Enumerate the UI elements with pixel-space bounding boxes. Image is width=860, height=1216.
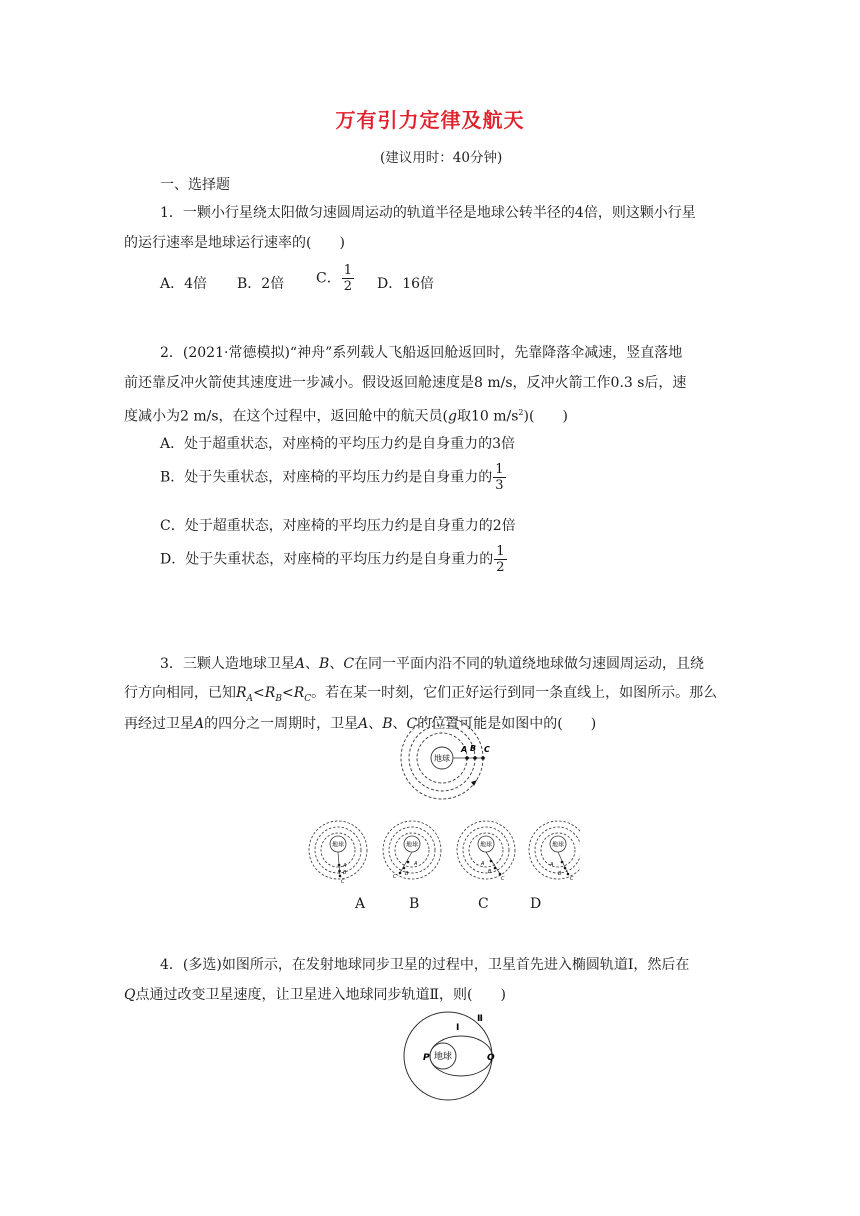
q4-text: 点通过改变卫星速度，让卫星进入地球同步轨道Ⅱ，则( ) xyxy=(135,987,506,1003)
point-q: Q xyxy=(124,987,136,1003)
q1-option-a: A．4倍 xyxy=(160,276,208,292)
q3-choice-label-a: A xyxy=(355,896,366,912)
subscript: C xyxy=(304,693,312,704)
choice-b-diagram xyxy=(383,821,441,880)
choice-d-diagram xyxy=(529,821,580,882)
fraction-denominator: 2 xyxy=(343,279,352,294)
page-title: 万有引力定律及航天 xyxy=(335,108,525,132)
label-c: C xyxy=(484,745,490,754)
q3-choice-label-c: C xyxy=(478,896,489,912)
q3-orbit-diagram xyxy=(370,712,510,812)
radius-symbol: R xyxy=(293,685,305,701)
q3-text: 的四分之一周期时，卫星 xyxy=(204,716,359,732)
fraction-numerator: 1 xyxy=(343,263,352,278)
q2-option-b xyxy=(160,462,506,493)
separator: 、 xyxy=(392,716,407,732)
q1-option-d: D．16倍 xyxy=(377,276,435,292)
q4-line1: 4．(多选)如图所示，在发射地球同步卫星的过程中，卫星首先进入椭圆轨道Ⅰ，然后在 xyxy=(160,957,690,973)
label-b: B xyxy=(470,744,477,753)
satellite-c: C xyxy=(406,716,418,732)
fraction-denominator: 2 xyxy=(496,560,505,575)
subscript: B xyxy=(275,693,282,704)
exponent: 2 xyxy=(518,408,524,417)
q1-option-b: B．2倍 xyxy=(237,276,285,292)
q3-text: 在同一平面内沿不同的轨道绕地球做匀速圆周运动，且绕 xyxy=(354,656,705,672)
satellite-b-dot xyxy=(473,756,477,760)
label-b: B xyxy=(343,870,347,876)
q3-text: 行方向相同，已知 xyxy=(124,685,236,701)
q3-text: 再经过卫星 xyxy=(124,716,194,732)
q1-option-c xyxy=(316,263,354,294)
q2-line3-end: )( ) xyxy=(523,408,568,425)
less-than: < xyxy=(281,685,294,701)
label-p: P xyxy=(423,1053,430,1063)
earth-label: 地球 xyxy=(331,841,345,849)
label-b: B xyxy=(488,869,492,875)
earth-label: 地球 xyxy=(551,841,565,849)
subscript: A xyxy=(246,693,254,704)
label-a: A xyxy=(414,861,418,867)
q3-choice-label-b: B xyxy=(409,896,420,912)
label-c: C xyxy=(341,879,345,885)
fraction xyxy=(494,544,506,575)
q3-text: 3．三颗人造地球卫星 xyxy=(160,656,295,672)
earth-label: 地球 xyxy=(434,754,450,763)
q3-text: 。若在某一时刻，它们正好运行到同一条直线上，如图所示。那么 xyxy=(311,685,718,701)
q3-line3 xyxy=(124,714,596,734)
q2-option-d-text: D．处于失重状态，对座椅的平均压力约是自身重力的 xyxy=(160,551,494,568)
label-orbit-i: Ⅰ xyxy=(456,1023,460,1033)
q3-text: 的位置可能是如图中的( ) xyxy=(417,716,597,732)
satellite-c: C xyxy=(343,656,355,672)
q2-option-c: C．处于超重状态，对座椅的平均压力约是自身重力的2倍 xyxy=(160,518,516,534)
satellite-b: B xyxy=(319,656,330,672)
page-subtitle: (建议用时：40分钟) xyxy=(380,150,503,166)
q1-line1: 1．一颗小行星绕太阳做匀速圆周运动的轨道半径是地球公转半径的4倍，则这颗小行星 xyxy=(160,205,696,221)
earth-label: 地球 xyxy=(433,1052,453,1062)
q2-line2: 前还靠反冲火箭使其速度进一步减小。假设返回舱速度是8 m/s，反冲火箭工作0.3 s后，速 xyxy=(124,375,687,391)
satellite-a: A xyxy=(294,656,306,672)
q1-option-c-label: C． xyxy=(316,270,341,287)
label-b: B xyxy=(405,871,409,877)
q4-orbit-diagram xyxy=(390,1008,510,1103)
label-c: C xyxy=(501,876,505,882)
q2-line3-unit: 取10 m/s xyxy=(456,408,519,425)
choice-a-diagram xyxy=(309,821,367,885)
label-c: C xyxy=(570,876,574,882)
section-heading: 一、选择题 xyxy=(160,177,230,193)
direction-arrow-icon xyxy=(471,780,477,786)
q1-line2: 的运行速率是地球运行速率的( ) xyxy=(124,235,345,251)
radius-symbol: R xyxy=(264,685,276,701)
less-than: < xyxy=(253,685,265,701)
choice-c-diagram xyxy=(457,821,515,882)
separator: 、 xyxy=(305,656,320,672)
fraction-denominator: 3 xyxy=(495,478,504,493)
fraction xyxy=(342,263,354,294)
symbol-g: g xyxy=(448,408,457,425)
label-a: A xyxy=(550,862,554,868)
label-c: C xyxy=(393,874,397,880)
label-orbit-ii: Ⅱ xyxy=(477,1014,483,1024)
q3-choice-label-d: D xyxy=(530,896,542,912)
satellite-b: B xyxy=(382,716,393,732)
q2-option-a: A．处于超重状态，对座椅的平均压力约是自身重力的3倍 xyxy=(160,436,516,452)
satellite-a: A xyxy=(358,716,369,732)
satellite-c-dot xyxy=(481,756,485,760)
separator: 、 xyxy=(329,656,344,672)
q4-line2 xyxy=(124,985,506,1005)
label-a: A xyxy=(461,745,468,754)
fraction-numerator: 1 xyxy=(496,544,505,559)
q3-line1 xyxy=(160,654,704,674)
fraction-numerator: 1 xyxy=(495,462,504,477)
q2-line3 xyxy=(124,403,568,427)
label-a: A xyxy=(481,861,485,867)
q2-line3-text: 度减小为2 m/s，在这个过程中，返回舱中的航天员( xyxy=(124,408,448,425)
satellite-a-dot xyxy=(465,756,469,760)
label-q: Q xyxy=(487,1053,495,1063)
label-a: A xyxy=(343,863,347,869)
fraction xyxy=(493,462,505,493)
q2-option-d xyxy=(160,544,507,575)
q3-choice-diagrams xyxy=(300,818,580,888)
q2-line1: 2．(2021·常德模拟)“神舟”系列载人飞船返回舱返回时，先靠降落伞减速，竖直落地 xyxy=(160,345,683,361)
separator: 、 xyxy=(368,716,383,732)
satellite-a: A xyxy=(194,716,205,732)
radius-symbol: R xyxy=(236,685,247,701)
earth-label: 地球 xyxy=(405,841,419,849)
q2-option-b-text: B．处于失重状态，对座椅的平均压力约是自身重力的 xyxy=(160,469,493,486)
earth-label: 地球 xyxy=(479,841,493,849)
q3-line2 xyxy=(124,683,717,709)
label-b: B xyxy=(558,871,562,877)
